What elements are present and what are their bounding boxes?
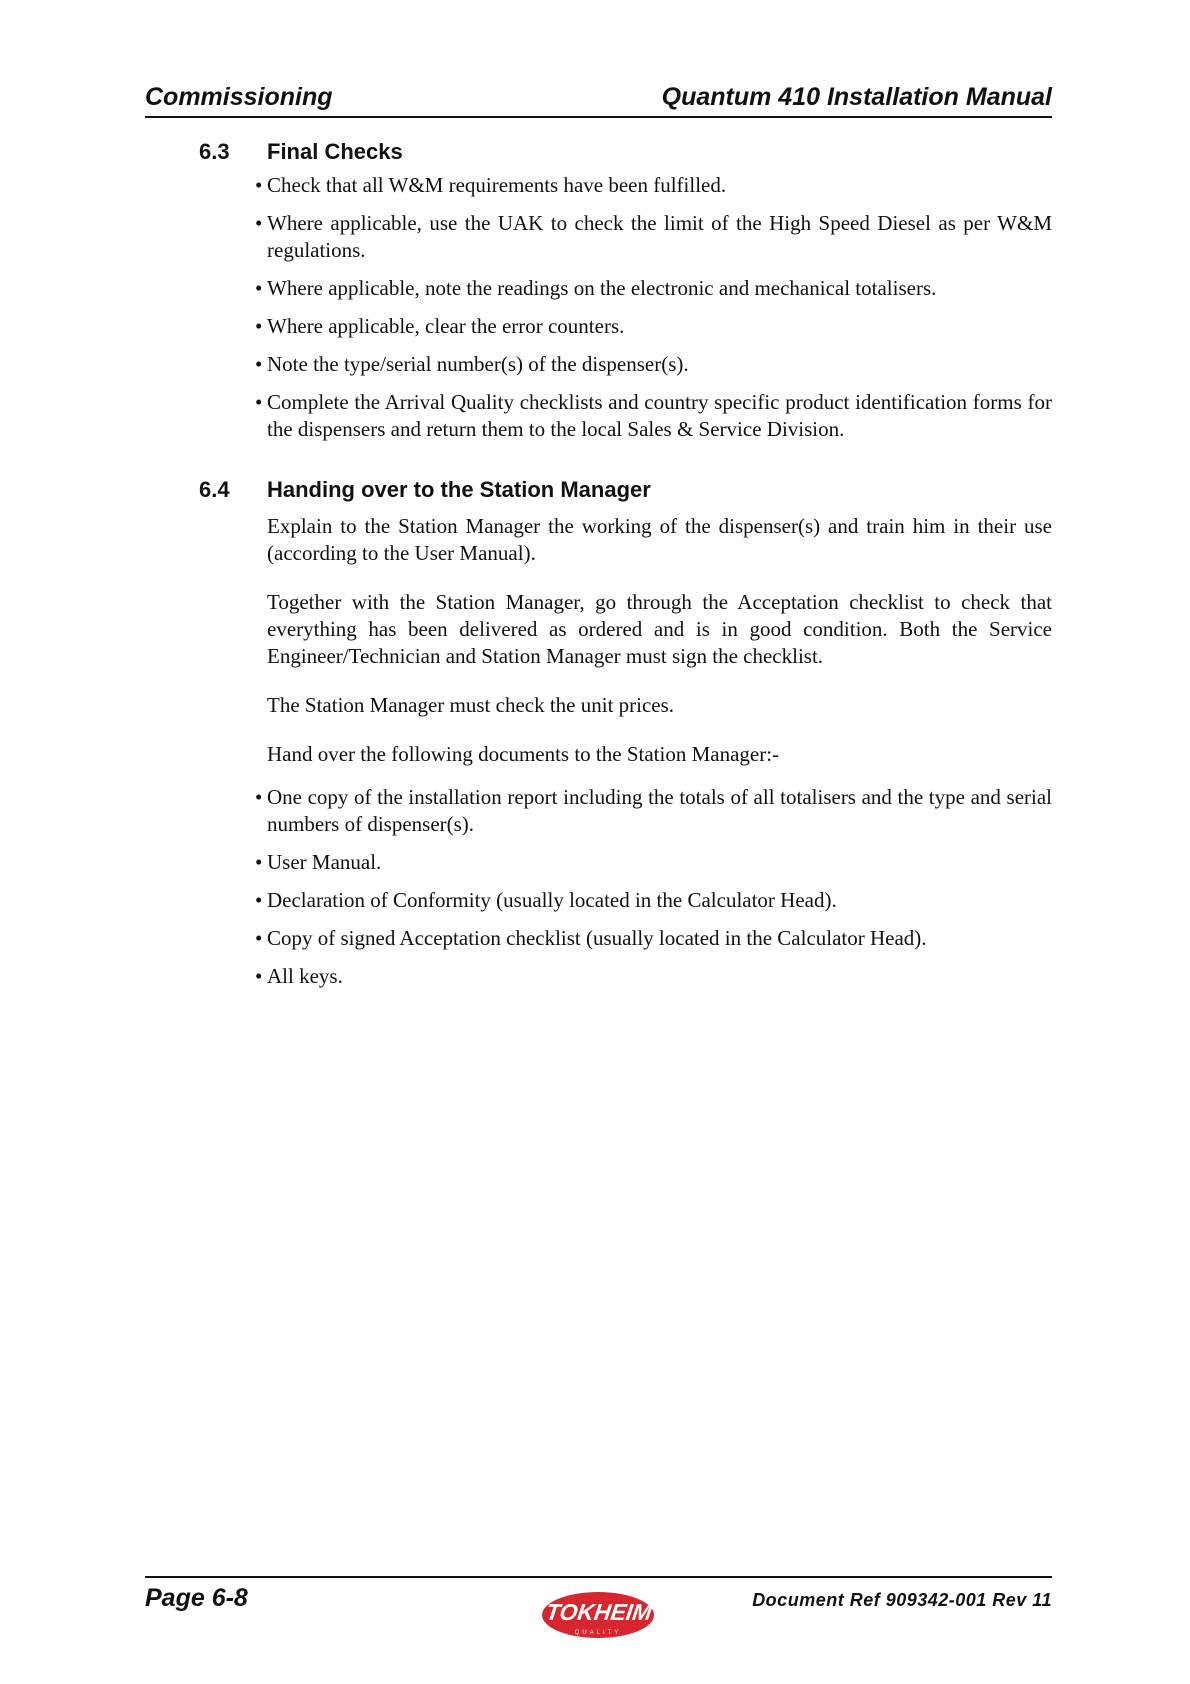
paragraph: Explain to the Station Manager the working of the dispenser(s) and train him in their use (according to the User Manual). (267, 514, 1052, 565)
list-item: • Note the type/serial number(s) of the dispenser(s). (267, 351, 1052, 378)
svg-text:TOKHEIM: TOKHEIM (544, 1599, 654, 1625)
paragraph: Together with the Station Manager, go through the Acceptation checklist to check that everything has been delivered as ordered and is in good condition. Both the Service Engineer/Technician and Station Manager must sign the checklist. (267, 590, 1052, 668)
handover-documents-list (267, 784, 1052, 990)
section-6-3-title: Final Checks (267, 139, 403, 164)
list-item: • Check that all W&M requirements have been fulfilled. (267, 172, 1052, 199)
section-6-3-heading (199, 139, 403, 165)
list-item: • Copy of signed Acceptation checklist (usually located in the Calculator Head). (267, 925, 1052, 952)
section-6-3-number: 6.3 (199, 139, 230, 164)
page-number: Page 6-8 (145, 1584, 248, 1612)
list-item: • User Manual. (267, 849, 1052, 876)
list-item: • All keys. (267, 963, 1052, 990)
header-chapter-title: Commissioning (145, 83, 333, 111)
svg-text:QUALITY: QUALITY (574, 1630, 622, 1636)
header-manual-title: Quantum 410 Installation Manual (661, 83, 1052, 111)
section-6-4-heading (199, 477, 651, 503)
tokheim-logo-icon (540, 1590, 656, 1640)
paragraph: Hand over the following documents to the Station Manager:- (267, 742, 780, 766)
section-6-4-number: 6.4 (199, 477, 230, 502)
list-item: • Complete the Arrival Quality checklists and country specific product identification forms for the dispensers and return them to the local Sales & Service Division. (267, 389, 1052, 443)
section-6-4-title: Handing over to the Station Manager (267, 477, 651, 502)
list-item: • Where applicable, use the UAK to check the limit of the High Speed Diesel as per W&M regulations. (267, 210, 1052, 264)
list-item: • One copy of the installation report including the totals of all totalisers and the type and serial numbers of dispenser(s). (267, 784, 1052, 838)
final-checks-list (267, 172, 1052, 443)
running-footer (145, 1576, 1052, 1648)
list-item: • Where applicable, note the readings on the electronic and mechanical totalisers. (267, 275, 1052, 302)
list-item: • Where applicable, clear the error counters. (267, 313, 1052, 340)
handover-body (267, 513, 1052, 1001)
running-header (145, 82, 1052, 118)
list-item: • Declaration of Conformity (usually located in the Calculator Head). (267, 887, 1052, 914)
final-checks-list-wrapper (267, 172, 1052, 454)
document-reference: Document Ref 909342-001 Rev 11 (752, 1590, 1052, 1610)
paragraph: The Station Manager must check the unit prices. (267, 693, 675, 717)
